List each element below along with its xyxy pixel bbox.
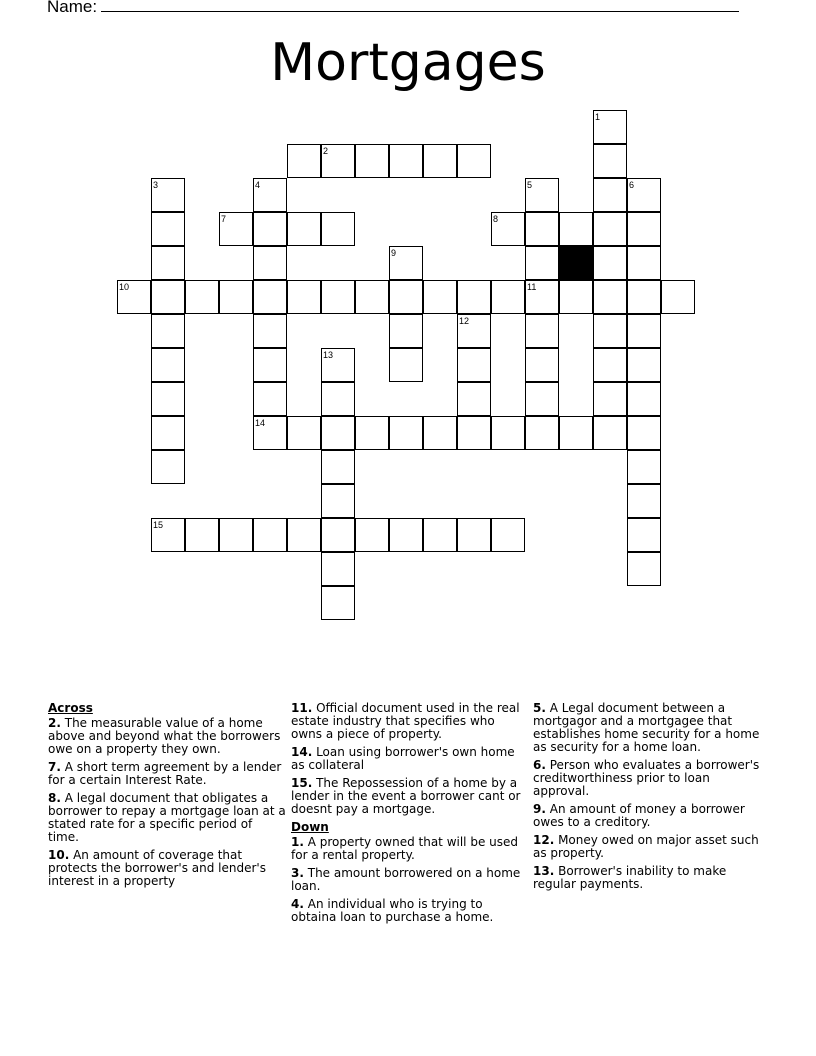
grid-cell[interactable] xyxy=(457,280,491,314)
clue-number: 4. xyxy=(291,897,304,911)
across-clue-15 xyxy=(291,777,527,816)
clue-number-15: 15 xyxy=(153,520,164,530)
grid-cell[interactable] xyxy=(491,280,525,314)
clue-number: 10. xyxy=(48,848,70,862)
grid-cell[interactable] xyxy=(627,212,661,246)
clue-number-3: 3 xyxy=(153,180,159,190)
grid-cell[interactable] xyxy=(627,518,661,552)
grid-cell[interactable] xyxy=(287,280,321,314)
clue-number: 8. xyxy=(48,791,61,805)
grid-cell[interactable] xyxy=(627,382,661,416)
clue-number-6: 6 xyxy=(629,180,635,190)
grid-cell[interactable] xyxy=(185,518,219,552)
grid-cell[interactable] xyxy=(627,280,661,314)
down-clue-5 xyxy=(533,702,769,754)
grid-cell[interactable] xyxy=(389,416,423,450)
grid-cell[interactable] xyxy=(253,348,287,382)
grid-cell[interactable] xyxy=(423,518,457,552)
grid-cell[interactable] xyxy=(525,212,559,246)
clue-number-10: 10 xyxy=(119,282,130,292)
grid-cell[interactable] xyxy=(627,348,661,382)
grid-cell[interactable] xyxy=(253,280,287,314)
clue-text: The Repossession of a home by a lender in the event a borrower cant or doesnt pay a mortgage. xyxy=(291,776,521,816)
clue-text: A Legal document between a mortgagor and a mortgagee that establishes home security for a home as security for a home loan. xyxy=(533,701,760,754)
across-clue-2 xyxy=(48,717,286,756)
clue-number-13: 13 xyxy=(323,350,334,360)
grid-cell[interactable] xyxy=(525,348,559,382)
clue-number: 15. xyxy=(291,776,313,790)
grid-cell[interactable] xyxy=(525,382,559,416)
grid-cell[interactable] xyxy=(389,280,423,314)
clue-text: An amount of money a borrower owes to a creditory. xyxy=(533,802,745,829)
grid-cell[interactable] xyxy=(151,212,185,246)
grid-cell[interactable] xyxy=(253,314,287,348)
grid-cell[interactable] xyxy=(321,518,355,552)
grid-cell[interactable] xyxy=(491,518,525,552)
clue-number: 11. xyxy=(291,701,313,715)
grid-cell[interactable] xyxy=(151,314,185,348)
grid-cell[interactable] xyxy=(627,450,661,484)
clue-text: A property owned that will be used for a rental property. xyxy=(291,835,519,862)
grid-cell[interactable] xyxy=(151,246,185,280)
clue-number: 6. xyxy=(533,758,546,772)
grid-cell[interactable] xyxy=(593,246,627,280)
grid-cell[interactable] xyxy=(593,280,627,314)
clue-number: 7. xyxy=(48,760,61,774)
clue-number: 1. xyxy=(291,835,304,849)
grid-cell[interactable] xyxy=(457,518,491,552)
grid-cell[interactable] xyxy=(321,212,355,246)
grid-cell[interactable] xyxy=(559,416,593,450)
clue-text: Money owed on major asset such as property. xyxy=(533,833,759,860)
grid-cell[interactable] xyxy=(287,416,321,450)
grid-cell[interactable] xyxy=(559,212,593,246)
grid-cell[interactable] xyxy=(593,314,627,348)
grid-cell[interactable] xyxy=(287,212,321,246)
grid-cell[interactable] xyxy=(151,382,185,416)
clue-text: An individual who is trying to obtaina loan to purchase a home. xyxy=(291,897,494,924)
clues-column-1 xyxy=(48,702,286,893)
grid-cell[interactable] xyxy=(151,416,185,450)
grid-cell[interactable] xyxy=(389,314,423,348)
down-clue-6 xyxy=(533,759,769,798)
grid-cell[interactable] xyxy=(423,280,457,314)
clue-text: Borrower's inability to make regular payments. xyxy=(533,864,727,891)
grid-cell[interactable] xyxy=(627,416,661,450)
clue-number-2: 2 xyxy=(323,146,329,156)
grid-cell[interactable] xyxy=(627,314,661,348)
grid-cell[interactable] xyxy=(287,518,321,552)
grid-cell[interactable] xyxy=(627,246,661,280)
down-clue-4 xyxy=(291,898,527,924)
clue-number-1: 1 xyxy=(595,112,601,122)
grid-cell[interactable] xyxy=(389,144,423,178)
across-clue-14 xyxy=(291,746,527,772)
clue-number: 2. xyxy=(48,716,61,730)
grid-cell[interactable] xyxy=(525,246,559,280)
clue-text: Official document used in the real estate industry that specifies who owns a piece of property. xyxy=(291,701,520,741)
clue-number: 3. xyxy=(291,866,304,880)
grid-cell[interactable] xyxy=(321,484,355,518)
grid-cell[interactable] xyxy=(627,552,661,586)
grid-cell[interactable] xyxy=(457,144,491,178)
grid-cell[interactable] xyxy=(287,144,321,178)
grid-cell[interactable] xyxy=(423,144,457,178)
name-label: Name: xyxy=(47,0,98,16)
grid-cell[interactable] xyxy=(593,212,627,246)
clue-number-11: 11 xyxy=(527,282,537,292)
grid-cell[interactable] xyxy=(321,450,355,484)
grid-cell[interactable] xyxy=(151,348,185,382)
grid-cell[interactable] xyxy=(593,348,627,382)
down-clue-1 xyxy=(291,836,527,862)
grid-cell[interactable] xyxy=(321,586,355,620)
clue-text: A legal document that obligates a borrower to repay a mortgage loan at a stated rate for a specific period of time. xyxy=(48,791,286,844)
grid-cell[interactable] xyxy=(457,382,491,416)
clue-number-14: 14 xyxy=(255,418,266,428)
clue-number: 12. xyxy=(533,833,555,847)
grid-cell[interactable] xyxy=(593,416,627,450)
grid-cell[interactable] xyxy=(593,382,627,416)
grid-cell[interactable] xyxy=(627,484,661,518)
grid-cell[interactable] xyxy=(253,518,287,552)
clue-number: 13. xyxy=(533,864,555,878)
grid-cell[interactable] xyxy=(321,416,355,450)
grid-cell[interactable] xyxy=(389,348,423,382)
clue-number: 14. xyxy=(291,745,313,759)
grid-cell[interactable] xyxy=(253,246,287,280)
clue-number-5: 5 xyxy=(527,180,533,190)
clue-number-7: 7 xyxy=(221,214,227,224)
grid-cell[interactable] xyxy=(593,178,627,212)
clue-number-9: 9 xyxy=(391,248,397,258)
grid-cell[interactable] xyxy=(355,144,389,178)
grid-cell[interactable] xyxy=(525,314,559,348)
clues-column-2 xyxy=(291,702,527,929)
black-cell xyxy=(559,246,593,280)
grid-cell[interactable] xyxy=(321,280,355,314)
across-heading: Across xyxy=(48,701,93,715)
grid-cell[interactable] xyxy=(559,280,593,314)
across-clue-10 xyxy=(48,849,286,888)
grid-cell[interactable] xyxy=(321,552,355,586)
grid-cell[interactable] xyxy=(151,280,185,314)
clue-number: 9. xyxy=(533,802,546,816)
grid-cell[interactable] xyxy=(219,518,253,552)
grid-cell[interactable] xyxy=(661,280,695,314)
clue-text: Person who evaluates a borrower's creditworthiness prior to loan approval. xyxy=(533,758,760,798)
grid-cell[interactable] xyxy=(525,416,559,450)
across-clue-8 xyxy=(48,792,286,844)
down-clue-12 xyxy=(533,834,769,860)
grid-cell[interactable] xyxy=(355,518,389,552)
grid-cell[interactable] xyxy=(423,416,457,450)
clue-text: The amount borrowered on a home loan. xyxy=(291,866,521,893)
grid-cell[interactable] xyxy=(457,348,491,382)
page-title: Mortgages xyxy=(270,33,546,93)
clue-number-8: 8 xyxy=(493,214,499,224)
clues-column-3 xyxy=(533,702,769,896)
grid-cell[interactable] xyxy=(253,212,287,246)
grid-cell[interactable] xyxy=(593,144,627,178)
clue-number-12: 12 xyxy=(459,316,470,326)
grid-cell[interactable] xyxy=(151,450,185,484)
clue-number-4: 4 xyxy=(255,180,261,190)
grid-cell[interactable] xyxy=(389,518,423,552)
down-clue-13 xyxy=(533,865,769,891)
grid-cell[interactable] xyxy=(219,280,253,314)
clue-text: The measurable value of a home above and beyond what the borrowers owe on a property they own. xyxy=(48,716,281,756)
clue-text: A short term agreement by a lender for a certain Interest Rate. xyxy=(48,760,282,787)
grid-cell[interactable] xyxy=(355,416,389,450)
clue-text: An amount of coverage that protects the borrower's and lender's interest in a property xyxy=(48,848,266,888)
grid-cell[interactable] xyxy=(253,382,287,416)
grid-cell[interactable] xyxy=(457,416,491,450)
clue-number: 5. xyxy=(533,701,546,715)
grid-cell[interactable] xyxy=(491,416,525,450)
across-clue-7 xyxy=(48,761,286,787)
down-heading: Down xyxy=(291,820,329,834)
across-clue-11 xyxy=(291,702,527,741)
grid-cell[interactable] xyxy=(355,280,389,314)
grid-cell[interactable] xyxy=(321,382,355,416)
clue-text: Loan using borrower's own home as collateral xyxy=(291,745,515,772)
grid-cell[interactable] xyxy=(185,280,219,314)
down-clue-9 xyxy=(533,803,769,829)
down-clue-3 xyxy=(291,867,527,893)
